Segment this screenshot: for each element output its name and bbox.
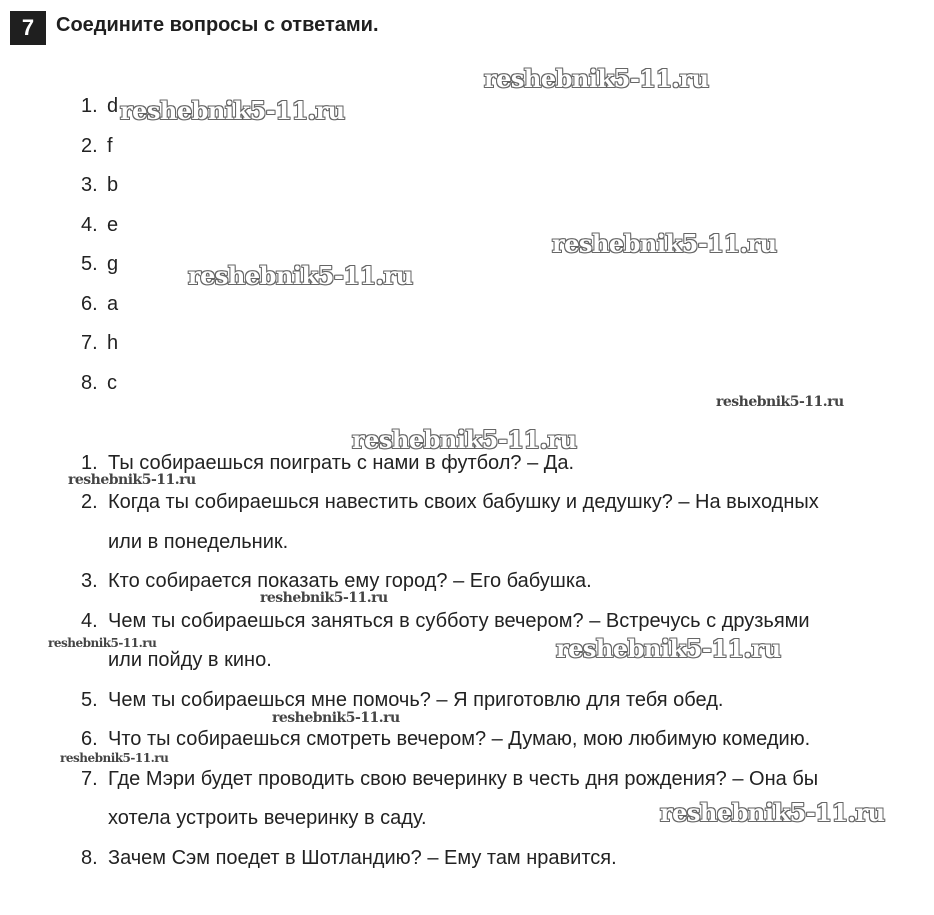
- answer-item: [81, 214, 118, 237]
- answer-number: 4.: [81, 214, 98, 236]
- translation-number: 5.: [81, 689, 98, 711]
- answer-item: [81, 293, 118, 316]
- answer-number: 5.: [81, 253, 98, 275]
- answer-number: 2.: [81, 135, 98, 157]
- watermark: reshebnik5-11.ru: [48, 636, 157, 650]
- answer-letter: a: [107, 293, 119, 315]
- watermark: reshebnik5-11.ru: [556, 634, 781, 663]
- translation-number: 8.: [81, 847, 98, 869]
- answer-item: [81, 174, 118, 197]
- translation-text: Зачем Сэм поедет в Шотландию? – Ему там нравится.: [108, 847, 617, 869]
- watermark: reshebnik5-11.ru: [120, 96, 345, 125]
- answer-item: [81, 135, 113, 158]
- watermark: reshebnik5-11.ru: [272, 710, 400, 726]
- answer-letter: e: [107, 214, 119, 236]
- translation-text-continued: или в понедельник.: [108, 531, 289, 553]
- answer-item: [81, 253, 118, 276]
- translation-text: Чем ты собираешься мне помочь? – Я приготовлю для тебя обед.: [108, 689, 724, 711]
- translation-text: Что ты собираешься смотреть вечером? – Думаю, мою любимую комедию.: [108, 728, 811, 750]
- answer-letter: c: [107, 372, 117, 394]
- translation-number: 4.: [81, 610, 98, 632]
- watermark: reshebnik5-11.ru: [660, 798, 885, 827]
- answer-letter: g: [107, 253, 119, 275]
- translation-text: Где Мэри будет проводить свою вечеринку в честь дня рождения? – Она бы: [108, 768, 819, 790]
- translation-text-continued: хотела устроить вечеринку в саду.: [108, 807, 427, 829]
- translation-number: 7.: [81, 768, 98, 790]
- translation-number: 3.: [81, 570, 98, 592]
- translation-number: 1.: [81, 452, 98, 474]
- watermark: reshebnik5-11.ru: [552, 229, 777, 258]
- translation-text: Чем ты собираешься заняться в субботу вечером? – Встречусь с друзьями: [108, 610, 810, 632]
- watermark: reshebnik5-11.ru: [188, 261, 413, 290]
- answer-number: 7.: [81, 332, 98, 354]
- task-number-badge: 7: [10, 11, 46, 45]
- answer-number: 8.: [81, 372, 98, 394]
- answer-number: 1.: [81, 95, 98, 117]
- translation-text-continued: или пойду в кино.: [108, 649, 272, 671]
- answer-number: 6.: [81, 293, 98, 315]
- translation-text: Кто собирается показать ему город? – Его бабушка.: [108, 570, 592, 592]
- watermark: reshebnik5-11.ru: [260, 590, 388, 606]
- watermark: reshebnik5-11.ru: [352, 425, 577, 454]
- translation-number: 6.: [81, 728, 98, 750]
- task-title: Соедините вопросы с ответами.: [56, 14, 379, 36]
- translation-number: 2.: [81, 491, 98, 513]
- watermark: reshebnik5-11.ru: [484, 64, 709, 93]
- answer-letter: b: [107, 174, 119, 196]
- answer-item: [81, 95, 118, 118]
- answer-letter: f: [107, 135, 113, 157]
- answer-item: [81, 332, 118, 355]
- translation-text: Ты собираешься поиграть с нами в футбол? – Да.: [108, 452, 574, 474]
- watermark: reshebnik5-11.ru: [716, 394, 844, 410]
- answer-letter: d: [107, 95, 119, 117]
- translation-text: Когда ты собираешься навестить своих бабушку и дедушку? – На выходных: [108, 491, 819, 513]
- answer-item: [81, 372, 117, 395]
- answer-letter: h: [107, 332, 119, 354]
- answer-number: 3.: [81, 174, 98, 196]
- watermark: reshebnik5-11.ru: [68, 472, 196, 488]
- watermark: reshebnik5-11.ru: [60, 751, 169, 765]
